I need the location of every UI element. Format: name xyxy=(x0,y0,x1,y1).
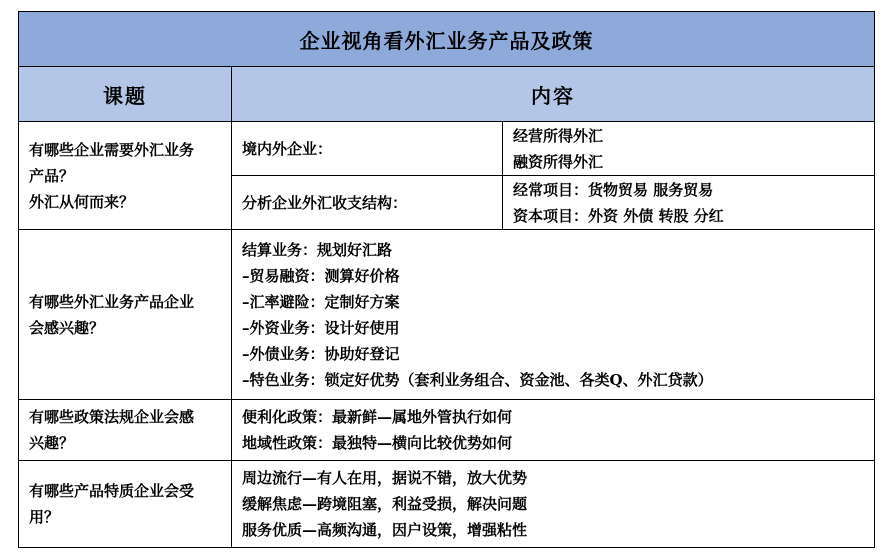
question-line: 用？ xyxy=(29,508,60,526)
header-topic: 课题 xyxy=(19,67,232,122)
sub-detail xyxy=(503,122,875,176)
detail-line: 经营所得外汇 xyxy=(513,126,604,145)
table-row xyxy=(19,122,875,176)
sub-label: 境内外企业： xyxy=(232,122,503,176)
content-line: 结算业务：规划好汇路 xyxy=(242,240,393,259)
content-line: 便利化政策：最新鲜—属地外管执行如何 xyxy=(242,408,513,426)
content-line: –外债业务：协助好登记 xyxy=(242,344,400,363)
header-content: 内容 xyxy=(232,67,875,122)
row-content xyxy=(232,230,875,400)
question-line: 会感兴趣？ xyxy=(29,318,105,337)
detail-line: 经常项目：货物贸易 服务贸易 xyxy=(513,180,714,199)
question-line: 有哪些企业需要外汇业务 xyxy=(29,140,195,159)
title-row xyxy=(19,12,875,67)
row-question xyxy=(19,230,232,400)
question-line: 兴趣？ xyxy=(29,434,75,452)
row-question xyxy=(19,461,232,548)
content-line: 地域性政策：最独特—横向比较优势如何 xyxy=(242,434,513,452)
table-row xyxy=(19,400,875,461)
content-line: 周边流行—有人在用，据说不错，放大优势 xyxy=(242,469,528,487)
question-line: 外汇从何而来？ xyxy=(29,192,135,211)
question-line: 有哪些外汇业务产品企业 xyxy=(29,292,195,311)
table-title: 企业视角看外汇业务产品及政策 xyxy=(19,12,875,67)
policy-table xyxy=(18,11,875,548)
content-line: –贸易融资：测算好价格 xyxy=(242,266,400,285)
table-row xyxy=(19,230,875,400)
sub-label: 分析企业外汇收支结构： xyxy=(232,176,503,230)
sub-detail xyxy=(503,176,875,230)
question-line: 有哪些政策法规企业会感 xyxy=(29,408,195,426)
detail-line: 融资所得外汇 xyxy=(513,152,604,171)
content-line: 服务优质—高频沟通，因户设策，增强粘性 xyxy=(242,521,528,539)
content-line: –外资业务：设计好使用 xyxy=(242,318,400,337)
question-line: 产品？ xyxy=(29,166,75,185)
row-content xyxy=(232,461,875,548)
row-question xyxy=(19,400,232,461)
detail-line: 资本项目：外资 外债 转股 分红 xyxy=(513,206,724,225)
table-row xyxy=(19,461,875,548)
header-row xyxy=(19,67,875,122)
row-question xyxy=(19,122,232,230)
row-content xyxy=(232,400,875,461)
content-line: –汇率避险：定制好方案 xyxy=(242,292,400,311)
content-line: –特色业务：锁定好优势（套利业务组合、资金池、各类Q、外汇贷款） xyxy=(242,370,713,389)
question-line: 有哪些产品特质企业会受 xyxy=(29,482,195,500)
content-line: 缓解焦虑—跨境阻塞，利益受损，解决问题 xyxy=(242,495,528,513)
